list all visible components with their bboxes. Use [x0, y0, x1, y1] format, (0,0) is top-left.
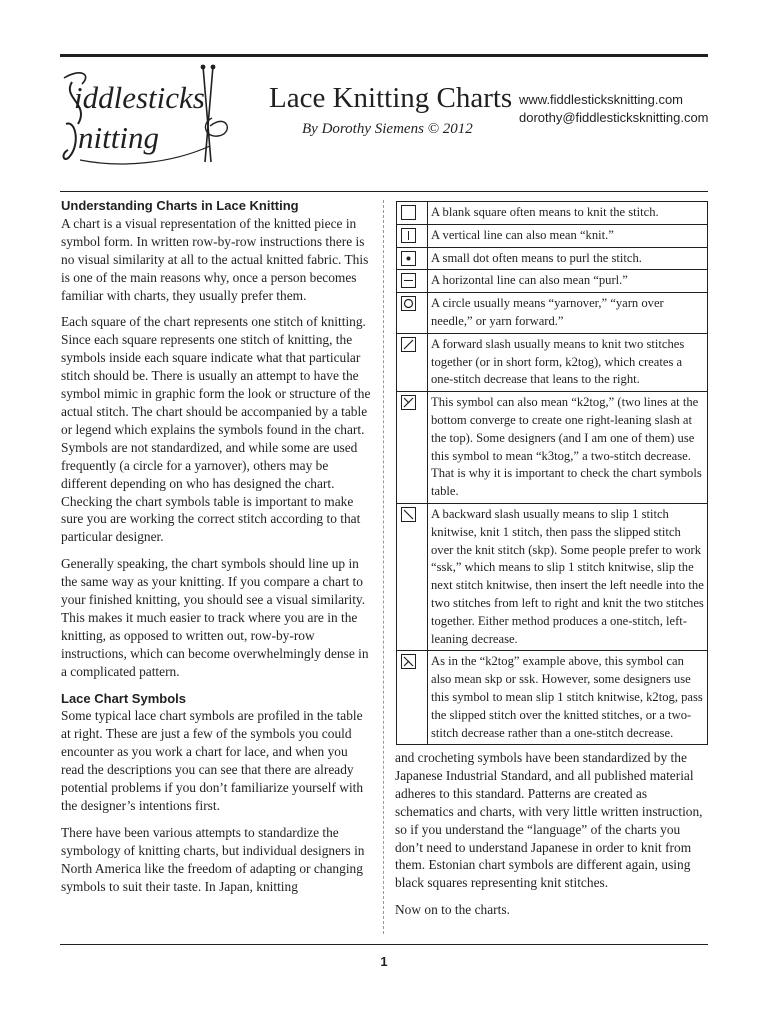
svg-text:nitting: nitting — [78, 120, 159, 155]
blank-square-icon — [401, 205, 416, 220]
website-link[interactable]: www.fiddlesticksknitting.com — [519, 92, 683, 107]
paragraph: There have been various attempts to standardize the symbology of knitting charts, but individual designers in North America like the freedom of adapting or changing symbols to suit their taste. In Japan, knitting — [61, 824, 365, 894]
page-number: 1 — [380, 954, 388, 969]
right-column — [395, 749, 708, 928]
legend-text: A circle usually means “yarnover,” “yarn over needle,” or yarn forward.” — [428, 293, 708, 334]
paragraph: Generally speaking, the chart symbols should line up in the same way as your knitting. If you compare a chart to your finished knitting, you should see a visual similarity. This makes it much easier to track where you are in the knitting, as opposed to written out, row-by-row instructions, which can become overwhelmingly dense in a complicated pattern. — [61, 556, 369, 679]
vertical-line-icon — [401, 228, 416, 243]
backward-slash-icon — [401, 507, 416, 522]
top-rule — [60, 54, 708, 57]
k3tog-icon — [401, 395, 416, 410]
author-byline: By Dorothy Siemens © 2012 — [302, 121, 473, 137]
legend-row — [397, 503, 708, 650]
paragraph: and crocheting symbols have been standardized by the Japanese Industrial Standard, and all published material adheres to this standard. Patterns are created as schematics and charts, with very little written instruction, so if you understand the “language” of the charts you don’t need to understand Japanese in order to knit from them. Estonian chart symbols are different again, using black squares representing knit stitches. — [395, 750, 703, 891]
fiddlesticks-knitting-logo — [60, 64, 235, 174]
legend-row — [397, 247, 708, 270]
sk2p-icon — [401, 654, 416, 669]
email-link[interactable]: dorothy@fiddlesticksknitting.com — [519, 110, 709, 125]
legend-text: A small dot often means to purl the stitch. — [428, 247, 708, 270]
section-heading: Understanding Charts in Lace Knitting — [61, 198, 299, 213]
legend-text: A blank square often means to knit the stitch. — [428, 202, 708, 225]
legend-row — [397, 270, 708, 293]
legend-text: A backward slash usually means to slip 1 stitch knitwise, knit 1 stitch, then pass the slipped stitch over the knit stitch (skp). Some people prefer to work “ssk,” which means to slip 1 stitch knitwise, slip the next stitch knitwise, then insert the left needle into the two stitches from left to right and knit the two stitches together. Either method produces a one-stitch, left-leaning decrease. — [428, 503, 708, 650]
paragraph: Now on to the charts. — [395, 902, 510, 918]
legend-text: A forward slash usually means to knit two stitches together (or in short form, k2tog), which creates a one-stitch decrease that leans to the right. — [428, 333, 708, 391]
footer-rule — [60, 944, 708, 945]
page-title: Lace Knitting Charts — [269, 82, 513, 114]
legend-text: A vertical line can also mean “knit.” — [428, 224, 708, 247]
legend-row — [397, 651, 708, 745]
legend-text: A horizontal line can also mean “purl.” — [428, 270, 708, 293]
horizontal-line-icon — [401, 273, 416, 288]
legend-row — [397, 392, 708, 504]
legend-row — [397, 293, 708, 334]
paragraph: Each square of the chart represents one stitch of knitting. Since each square represents one stitch of knitting, the symbols inside each square indicate what that particular stitch should be. There is usually an attempt to have the symbol mimic in graphic form the look or structure of the actual stitch. The chart should be accompanied by a table or legend which explains the symbols found in the chart. Symbols are not standardized, and while some are used frequently (a circle for a yarnover), others may be different depending on who has designed the chart. Checking the chart symbols table is important to make sure you are working the correct stitch according to that particular designer. — [61, 314, 371, 545]
legend-row — [397, 202, 708, 225]
legend-text: As in the “k2tog” example above, this symbol can also mean skp or ssk. However, some designers use this symbol to mean slip 1 stitch knitwise, k2tog, pass the slipped stitch over the knitted stitches, or a two-stitch decrease rather than a one-stitch decrease. — [428, 651, 708, 745]
circle-icon — [401, 296, 416, 311]
paragraph: A chart is a visual representation of the knitted piece in symbol form. In written row-by-row instructions there is no visual similarity at all to the actual knitted fabric. This is one of the main reasons why, once a person becomes familiar with charts, they usually prefer them. — [61, 215, 369, 303]
forward-slash-icon — [401, 337, 416, 352]
legend-row — [397, 333, 708, 391]
header-rule — [60, 191, 708, 192]
svg-text:iddlesticks: iddlesticks — [74, 80, 205, 115]
chart-symbols-table — [396, 201, 708, 745]
paragraph: Some typical lace chart symbols are profiled in the table at right. These are just a few of the symbols you could encounter as you work a chart for lace, and when you read the descriptions you can see that there are already potential problems if you don’t familiarize yourself with the designer’s intentions first. — [61, 708, 364, 813]
legend-text: This symbol can also mean “k2tog,” (two lines at the bottom converge to create one right-leaning slash at the top). Some designers (and I am one of them) use this symbol to mean “k3tog,” a two-stitch decrease. That is why it is important to check the chart symbols table. — [428, 392, 708, 504]
left-column — [61, 197, 373, 905]
contact-info — [519, 91, 709, 127]
dot-icon — [401, 251, 416, 266]
column-divider — [383, 200, 384, 934]
legend-row — [397, 224, 708, 247]
section-subheading: Lace Chart Symbols — [61, 690, 186, 706]
